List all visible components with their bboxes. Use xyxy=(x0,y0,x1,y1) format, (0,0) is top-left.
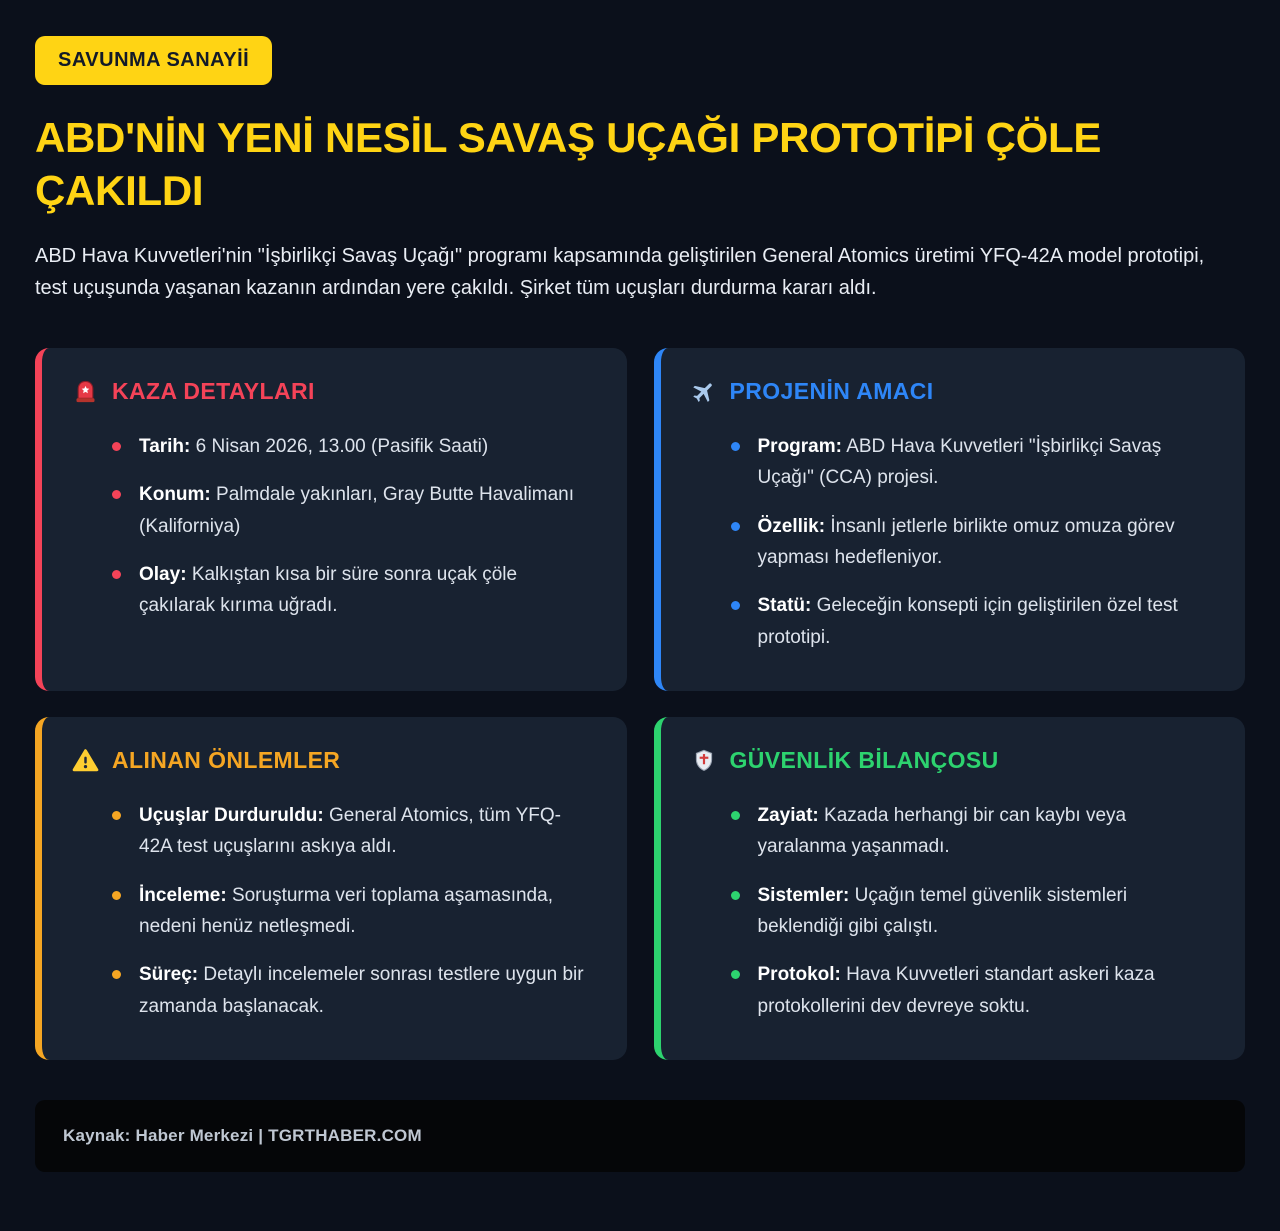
airplane-icon xyxy=(685,373,722,410)
item-text: Geleceğin konsepti için geliştirilen özel test prototipi. xyxy=(757,595,1178,648)
item-text: Soruşturma veri toplama aşamasında, nedeni henüz netleşmedi. xyxy=(139,884,553,938)
item-text: 6 Nisan 2026, 13.00 (Pasifik Saati) xyxy=(195,436,489,457)
headline: ABD'NİN YENİ NESİL SAVAŞ UÇAĞI PROTOTİPİ ÇÖLE ÇAKILDI xyxy=(35,114,1102,214)
card-title-row xyxy=(691,378,1212,405)
card-kaza-detaylari xyxy=(35,348,627,691)
item-label: Statü: xyxy=(757,595,812,617)
item-text: Kazada herhangi bir can kaybı veya yaralanma yaşanmadı. xyxy=(757,805,1127,858)
card-item-list xyxy=(731,800,1212,1022)
item-text: Hava Kuvvetleri standart askeri kaza protokollerini dev devreye soktu. xyxy=(757,964,1155,1017)
item-text: ABD Hava Kuvvetleri "İşbirlikçi Savaş Uçağı" (CCA) projesi. xyxy=(757,436,1162,489)
card-item-list xyxy=(112,800,593,1022)
cards-grid xyxy=(35,348,1245,1060)
card-title: ALINAN ÖNLEMLER xyxy=(112,747,341,774)
category-badge: SAVUNMA SANAYİİ xyxy=(35,36,272,85)
list-item xyxy=(112,800,593,863)
source-bar xyxy=(35,1100,1245,1172)
card-item-list xyxy=(731,431,1212,653)
list-item xyxy=(731,431,1212,494)
list-item xyxy=(112,880,593,943)
list-item xyxy=(731,800,1212,863)
list-item xyxy=(112,431,593,462)
item-label: Zayiat: xyxy=(757,805,819,827)
item-text: Kalkıştan kısa bir süre sonra uçak çöle çakılarak kırıma uğradı. xyxy=(139,564,518,617)
warning-icon xyxy=(72,747,99,774)
card-projenin-amaci xyxy=(654,348,1246,691)
summary-text: ABD Hava Kuvvetleri'nin "İşbirlikçi Savaş Uçağı" programı kapsamında geliştirilen General Atomics üretimi YFQ-42A model prototipi, test uçuşunda yaşanan kazanın ardından yere çakıldı. Şirket tüm uçuşları durdurma kararı aldı. xyxy=(35,245,1205,299)
card-guvenlik-bilancosu xyxy=(654,717,1246,1060)
item-label: İnceleme: xyxy=(139,884,227,906)
source-text: Kaynak: Haber Merkezi | TGRTHABER.COM xyxy=(63,1126,422,1146)
card-title-row xyxy=(72,747,593,774)
item-label: Sistemler: xyxy=(757,884,850,906)
list-item xyxy=(112,479,593,542)
shield-icon xyxy=(691,748,717,774)
card-title: KAZA DETAYLARI xyxy=(112,378,315,404)
item-label: Süreç: xyxy=(139,964,199,986)
item-text: Palmdale yakınları, Gray Butte Havalimanı (Kaliforniya) xyxy=(139,484,575,537)
item-label: Program: xyxy=(757,436,842,457)
card-title: GÜVENLİK BİLANÇOSU xyxy=(729,747,999,774)
list-item xyxy=(112,559,593,622)
card-item-list xyxy=(112,431,593,622)
siren-icon xyxy=(72,378,99,405)
list-item xyxy=(731,511,1212,574)
card-title: PROJENİN AMACI xyxy=(729,378,934,404)
item-label: Konum: xyxy=(139,484,211,506)
item-text: Detaylı incelemeler sonrası testlere uygun bir zamanda başlanacak. xyxy=(139,964,584,1017)
list-item xyxy=(731,590,1212,653)
item-text: Uçağın temel güvenlik sistemleri beklendiği gibi çalıştı. xyxy=(757,884,1128,938)
item-label: Uçuşlar Durduruldu: xyxy=(139,805,324,827)
list-item xyxy=(731,959,1212,1022)
list-item xyxy=(112,959,593,1022)
item-label: Özellik: xyxy=(757,515,826,537)
card-alinan-onlemler xyxy=(35,717,627,1060)
item-label: Olay: xyxy=(139,564,187,586)
card-title-row xyxy=(691,747,1212,774)
item-text: İnsanlı jetlerle birlikte omuz omuza görev yapması hedefleniyor. xyxy=(757,515,1175,569)
item-label: Protokol: xyxy=(757,964,841,986)
item-label: Tarih: xyxy=(139,436,191,457)
list-item xyxy=(731,880,1212,943)
card-title-row xyxy=(72,378,593,405)
item-text: General Atomics, tüm YFQ-42A test uçuşlarını askıya aldı. xyxy=(139,805,561,858)
